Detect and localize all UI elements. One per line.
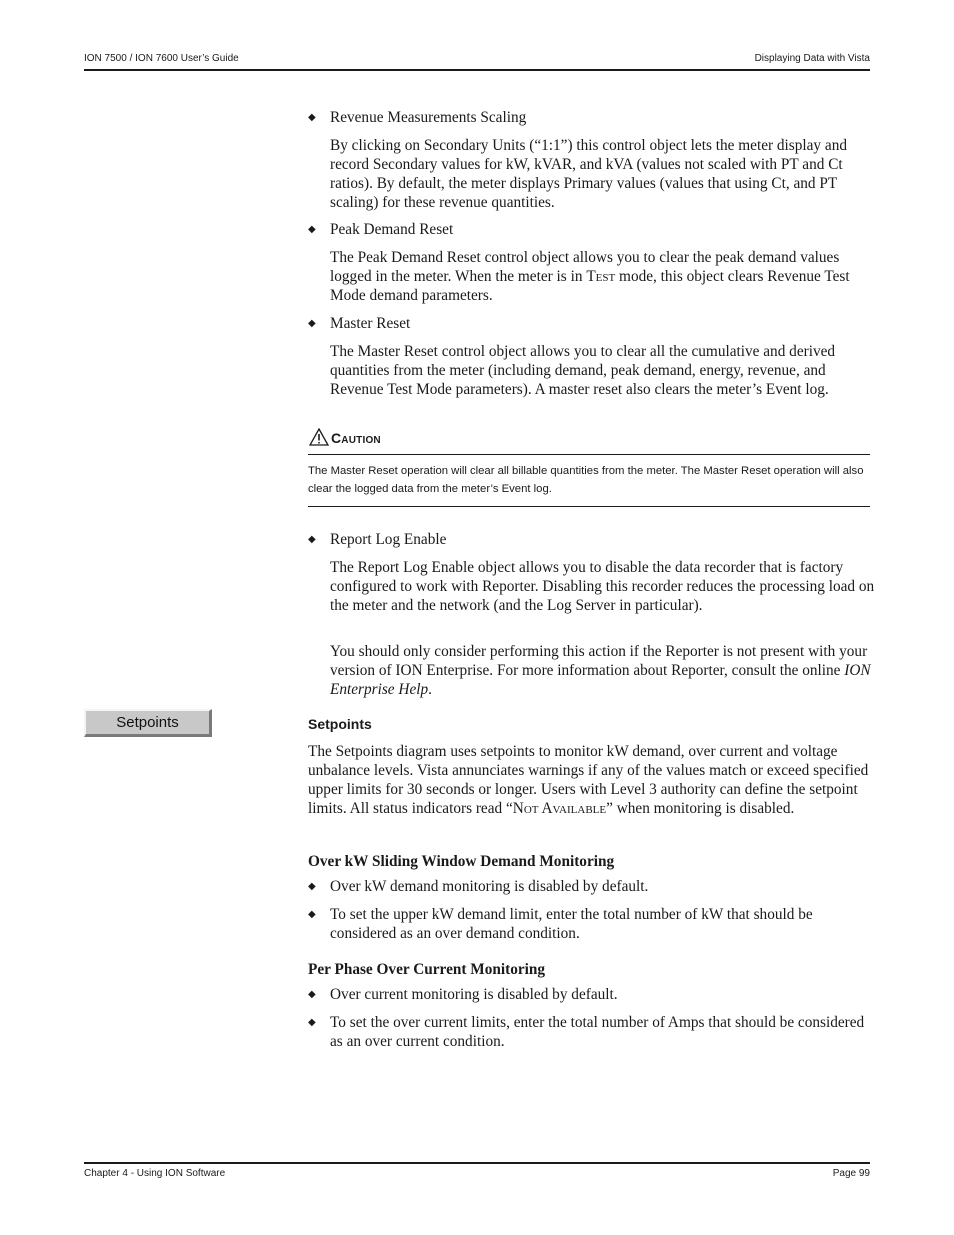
setpoints-button[interactable]: Setpoints xyxy=(84,709,212,737)
header-section-title: Displaying Data with Vista xyxy=(754,53,870,64)
current-bullet-disabled xyxy=(308,985,870,1004)
kw-bullet-disabled xyxy=(308,877,870,896)
text-run: The Peak Demand Reset control object allows you to clear the peak demand values logged in the meter. When the meter is in xyxy=(330,249,840,285)
kw-bullet-set-limit xyxy=(308,905,870,943)
caution-heading xyxy=(309,428,381,446)
kw-demand-heading: Over kW Sliding Window Demand Monitoring xyxy=(308,853,615,870)
revenue-scaling-description: By clicking on Secondary Units (“1:1”) this control object lets the meter display and record Secondary values for kW, kVAR, and kVA (values not scaled with PT and Ct ratios). By default, the meter displays Primary values (values that using Ct, and PT scaling) for these revenue quantities. xyxy=(330,137,847,211)
bullet-text: ◆ Over kW demand monitoring is disabled by default. xyxy=(330,878,649,895)
text-run: ” when monitoring is disabled. xyxy=(606,800,795,817)
setpoints-intro xyxy=(308,742,873,818)
over-current-heading: Per Phase Over Current Monitoring xyxy=(308,961,546,978)
footer-rule xyxy=(84,1162,870,1164)
help-reference: ION Enterprise Help xyxy=(330,662,871,698)
bullet-label: Peak Demand Reset xyxy=(330,221,454,238)
master-reset-description: The Master Reset control object allows you to clear all the cumulative and derived quantities from the meter (including demand, peak demand, energy, revenue, and Revenue Test Mode parameters). A master reset also clears the meter’s Event log. xyxy=(330,343,836,398)
report-log-description: The Report Log Enable object allows you to disable the data recorder that is factory configured to work with Reporter. Disabling this recorder reduces the processing load on the meter and the network (and the Log Server in particular). xyxy=(330,559,875,614)
text-run: . xyxy=(428,681,432,698)
not-available-term: Not Available xyxy=(512,800,607,817)
current-bullet-set-limit xyxy=(308,1013,870,1051)
test-mode-term: Test xyxy=(586,268,616,285)
bullet-text: ◆ Over current monitoring is disabled by default. xyxy=(330,986,618,1003)
report-log-note xyxy=(330,642,875,699)
text-run: The Setpoints diagram uses setpoints to monitor kW demand, over current and voltage unbalance levels. Vista annunciates warnings if any of the values match or exceed specified upper limits for 30 seconds or longer. Users with Level 3 authority can define the setpoint limits. All status indicators read “ xyxy=(308,743,869,817)
bullet-label: Revenue Measurements Scaling xyxy=(330,109,527,126)
bullet-label: Report Log Enable xyxy=(330,531,447,548)
bullet-text: ◆ To set the upper kW demand limit, enter the total number of kW that should be considered as an over demand condition. xyxy=(330,906,813,942)
caution-text: The Master Reset operation will clear all billable quantities from the meter. The Master Reset operation will also clear the logged data from the meter’s Event log. xyxy=(308,465,864,495)
text-run: You should only consider performing this action if the Reporter is not present with your version of ION Enterprise. For more information about Reporter, consult the online xyxy=(330,643,868,679)
footer-page-number: Page 99 xyxy=(832,1168,870,1179)
caution-bottom-rule xyxy=(308,506,870,507)
warning-triangle-icon xyxy=(309,428,329,446)
caution-top-rule xyxy=(308,454,870,455)
header-guide-title: ION 7500 / ION 7600 User’s Guide xyxy=(84,53,239,64)
setpoints-heading: Setpoints xyxy=(308,716,372,732)
bullet-text: ◆ To set the over current limits, enter the total number of Amps that should be considered as an over current condition. xyxy=(330,1014,865,1050)
footer-chapter: Chapter 4 - Using ION Software xyxy=(84,1168,226,1179)
bullet-label: Master Reset xyxy=(330,315,411,332)
caution-title: Caution xyxy=(331,430,381,446)
text-run: mode, this object clears Revenue Test Mode demand parameters. xyxy=(330,268,850,304)
header-rule xyxy=(84,69,870,71)
peak-demand-reset-description xyxy=(330,248,875,305)
